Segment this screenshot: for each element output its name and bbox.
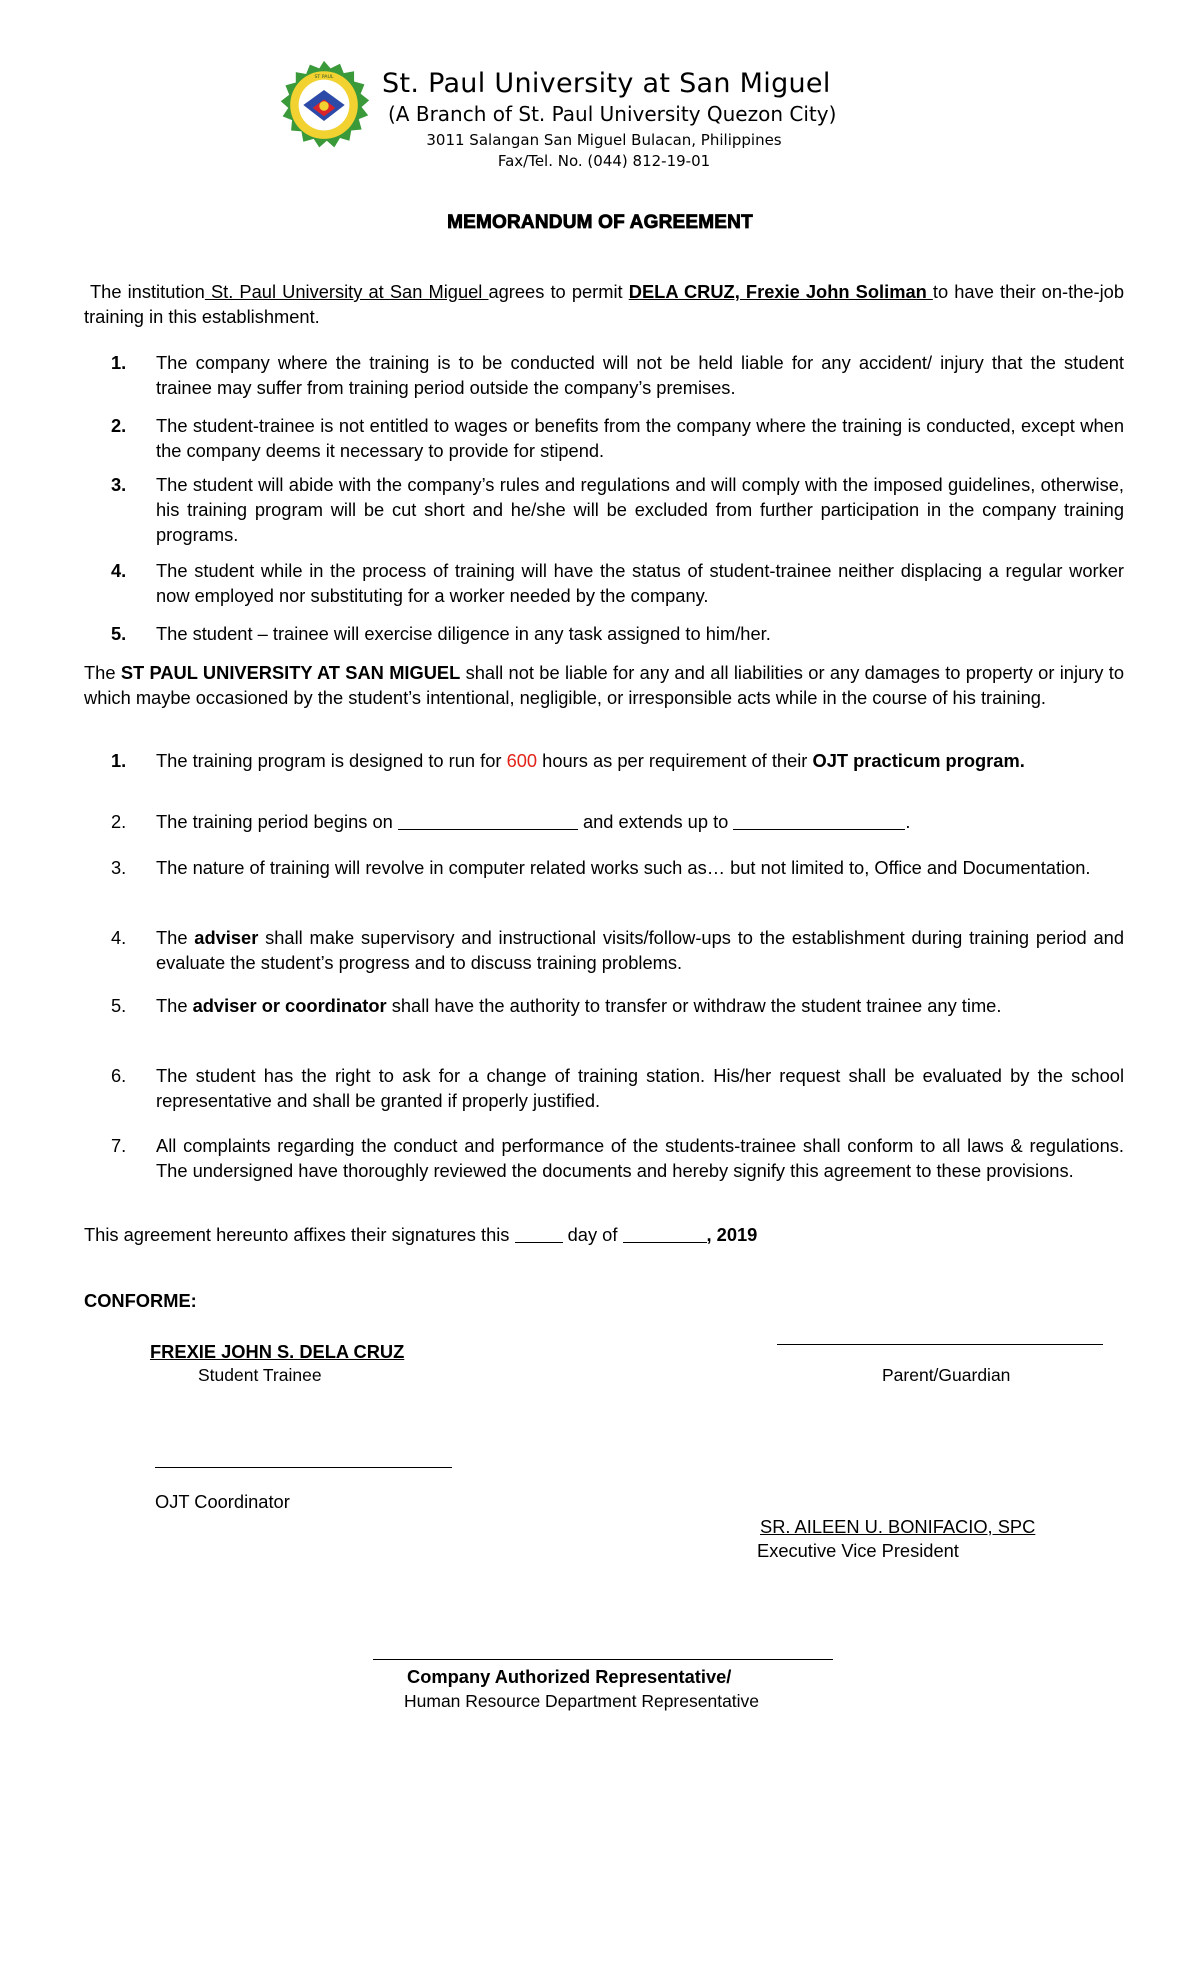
provision-text: The student has the right to ask for a change of training station. His/her request shall be evaluated by the school representative and shall be granted if properly justified. [156,1065,1124,1111]
document-title: MEMORANDUM OF AGREEMENT [447,212,753,233]
hours-value: 600 [506,750,538,771]
phone-line: Fax/Tel. No. (044) 812-19-01 [497,152,711,170]
parent-role: Parent/Guardian [882,1365,1011,1385]
university-name: St. Paul University at San Miguel [382,68,831,99]
coordinator-signature-line[interactable] [155,1467,452,1468]
school-name-inline: ST PAUL UNIVERSITY AT SAN MIGUEL [120,662,461,683]
term-text: The company where the training is to be conducted will not be held liable for any accident/ injury that the student trainee may suffer from training period outside the company’s premises. [156,352,1124,398]
svg-text:ST PAUL: ST PAUL [314,74,334,80]
end-date-blank[interactable] [733,811,905,830]
intro-text-3: to have their on-the-job training in this establishment. [84,281,1124,327]
term-number: 1. [111,352,127,373]
provision-text: The adviser or coordinator shall have the authority to transfer or withdraw the student trainee any time. [156,995,1002,1016]
student-role: Student Trainee [198,1365,322,1385]
term-number: 4. [111,560,127,581]
provision-number: 7. [111,1135,127,1156]
liability-text-2: shall not be liable for any and all liabilities or any damages to property or injury to which maybe occasioned by the student’s intentional, negligible, or irresponsible acts while in the course of his training. [84,662,1124,708]
provision-number: 5. [111,995,127,1016]
provision-text: The training period begins on and extends up to . [156,811,911,832]
intro-text-1: The institution [90,281,205,302]
provision-number: 1. [111,750,127,771]
term-text: The student – trainee will exercise diligence in any task assigned to him/her. [156,623,771,644]
term-number: 2. [111,415,127,436]
institution-name: St. Paul University at San Miguel [204,281,489,302]
company-signature-line[interactable] [373,1659,833,1660]
university-seal-logo [277,59,371,153]
term-number: 5. [111,623,127,644]
parent-signature-line[interactable] [777,1344,1103,1345]
intro-text-2: agrees to permit [488,281,629,302]
address-line: 3011 Salangan San Miguel Bulacan, Philippines [426,131,782,149]
conforme-label: CONFORME: [84,1290,197,1311]
term-text: The student-trainee is not entitled to wages or benefits from the company where the training is conducted, except when the company deems it necessary to provide for stipend. [156,415,1124,461]
term-text: The student will abide with the company’s rules and regulations and will comply with the imposed guidelines, otherwise, his training program will be cut short and he/she will be excluded from further participation in the company training programs. [156,474,1124,545]
student-signature-name: FREXIE JOHN S. DELA CRUZ [150,1341,405,1362]
day-blank[interactable] [515,1224,563,1243]
liability-text-1: The [84,662,121,683]
company-role: Company Authorized Representative/ [407,1666,732,1687]
intro-paragraph [84,279,1124,329]
start-date-blank[interactable] [398,811,578,830]
provision-number: 3. [111,857,127,878]
month-blank[interactable] [623,1224,707,1243]
coordinator-role: OJT Coordinator [155,1491,290,1512]
provision-text: The adviser shall make supervisory and instructional visits/follow-ups to the establishment during training period and evaluate the student’s progress and to discuss training problems. [156,927,1124,973]
term-text: The student while in the process of training will have the status of student-trainee neither displacing a regular worker now employed nor substituting for a worker needed by the company. [156,560,1124,606]
provision-text: The nature of training will revolve in computer related works such as… but not limited to, Office and Documentation. [156,857,1091,878]
term-number: 3. [111,474,127,495]
provision-number: 2. [111,811,127,832]
branch-line: (A Branch of St. Paul University Quezon City) [388,102,837,126]
liability-paragraph [84,660,1124,710]
evp-name: SR. AILEEN U. BONIFACIO, SPC [760,1516,1036,1537]
provision-text: All complaints regarding the conduct and performance of the students-trainee shall conform to all laws & regulations. The undersigned have thoroughly reviewed the documents and hereby signify this agreement to these provisions. [156,1135,1124,1181]
provision-number: 4. [111,927,127,948]
year-text: , 2019 [706,1224,758,1245]
student-name-inline: DELA CRUZ, Frexie John Soliman [628,281,933,302]
hr-role: Human Resource Department Representative [404,1691,760,1711]
evp-role: Executive Vice President [757,1540,959,1561]
provision-number: 6. [111,1065,127,1086]
provision-text: The training program is designed to run for 600 hours as per requirement of their OJT practicum program. [156,750,1025,771]
closing-statement: This agreement hereunto affixes their signatures this day of , 2019 [84,1224,758,1245]
